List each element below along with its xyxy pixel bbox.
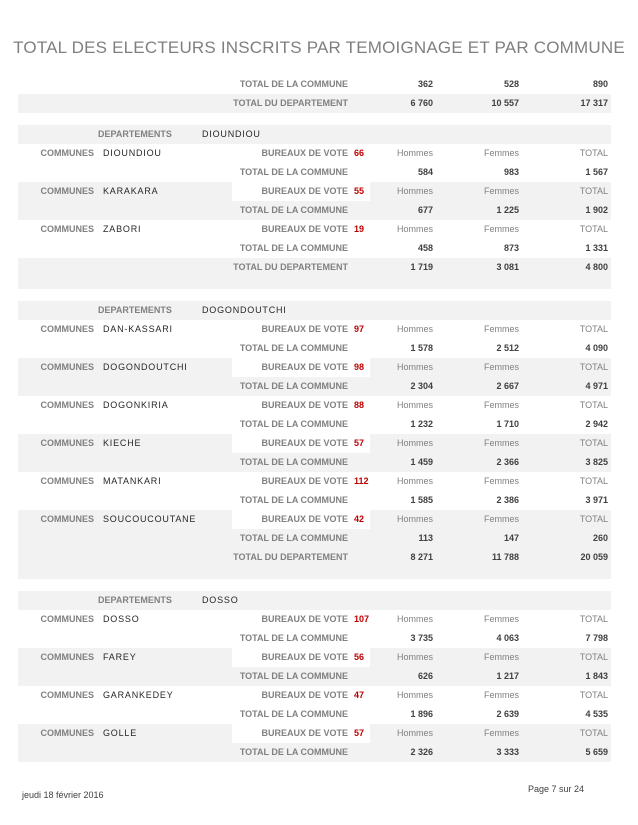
bureaux-count: 42 — [354, 514, 365, 524]
department-name: DOGONDOUTCHI — [202, 305, 287, 315]
femmes-header: Femmes — [483, 614, 519, 624]
commune-total-row — [18, 339, 611, 358]
femmes-header: Femmes — [483, 652, 519, 662]
total-value: 1 567 — [585, 167, 608, 177]
footer-date: jeudi 18 février 2016 — [22, 790, 104, 800]
total-label: TOTAL DU DEPARTEMENT — [233, 552, 348, 562]
total-value: 7 798 — [585, 633, 608, 643]
bureaux-label: BUREAUX DE VOTE — [261, 652, 348, 662]
total-label: TOTAL DE LA COMMUNE — [239, 167, 348, 177]
hommes-header: Hommes — [396, 438, 433, 448]
commune-row — [18, 320, 611, 339]
commune-name: MATANKARI — [103, 476, 162, 486]
femmes-value: 2 512 — [496, 343, 519, 353]
total-value: 20 059 — [580, 552, 608, 562]
femmes-header: Femmes — [483, 438, 519, 448]
bureaux-label: BUREAUX DE VOTE — [261, 400, 348, 410]
femmes-header: Femmes — [483, 186, 519, 196]
commune-total-row — [18, 705, 611, 724]
femmes-value: 2 366 — [496, 457, 519, 467]
total-label: TOTAL DE LA COMMUNE — [239, 633, 348, 643]
total-label: TOTAL DE LA COMMUNE — [239, 205, 348, 215]
hommes-header: Hommes — [396, 224, 433, 234]
communes-label: COMMUNES — [40, 652, 94, 662]
total-value: 5 659 — [585, 747, 608, 757]
total-label: TOTAL DE LA COMMUNE — [239, 343, 348, 353]
commune-total-row — [18, 239, 611, 258]
femmes-value: 2 667 — [496, 381, 519, 391]
bureaux-count: 97 — [354, 324, 365, 334]
section-gap — [18, 567, 611, 579]
total-header: TOTAL — [579, 400, 608, 410]
total-value: 3 971 — [585, 495, 608, 505]
commune-row — [18, 610, 611, 629]
department-total-row — [18, 548, 611, 567]
hommes-header: Hommes — [396, 652, 433, 662]
total-value: 4 971 — [585, 381, 608, 391]
section-gap — [18, 579, 611, 591]
hommes-value: 1 719 — [410, 262, 433, 272]
total-label: TOTAL DE LA COMMUNE — [239, 495, 348, 505]
total-header: TOTAL — [579, 728, 608, 738]
femmes-header: Femmes — [483, 690, 519, 700]
femmes-header: Femmes — [483, 514, 519, 524]
section-gap — [18, 289, 611, 301]
bureaux-count: 47 — [354, 690, 365, 700]
bureaux-count: 88 — [354, 400, 365, 410]
commune-total-row — [18, 163, 611, 182]
communes-label: COMMUNES — [40, 690, 94, 700]
bureaux-label: BUREAUX DE VOTE — [261, 224, 348, 234]
hommes-value: 362 — [417, 79, 433, 89]
bureaux-count: 19 — [354, 224, 365, 234]
hommes-header: Hommes — [396, 362, 433, 372]
bureaux-count: 107 — [354, 614, 370, 624]
commune-row — [18, 434, 611, 453]
total-value: 1 331 — [585, 243, 608, 253]
total-value: 4 535 — [585, 709, 608, 719]
total-value: 2 942 — [585, 419, 608, 429]
section-gap — [18, 277, 611, 289]
department-total-row — [18, 258, 611, 277]
commune-row — [18, 396, 611, 415]
hommes-value: 2 304 — [410, 381, 433, 391]
hommes-header: Hommes — [396, 324, 433, 334]
hommes-value: 458 — [417, 243, 433, 253]
hommes-value: 8 271 — [410, 552, 433, 562]
hommes-header: Hommes — [396, 514, 433, 524]
total-label: TOTAL DU DEPARTEMENT — [233, 98, 348, 108]
femmes-header: Femmes — [483, 224, 519, 234]
communes-label: COMMUNES — [40, 324, 94, 334]
bureaux-label: BUREAUX DE VOTE — [261, 148, 348, 158]
commune-total-row — [18, 667, 611, 686]
commune-row — [18, 648, 611, 667]
femmes-header: Femmes — [483, 476, 519, 486]
femmes-value: 983 — [503, 167, 519, 177]
communes-label: COMMUNES — [40, 362, 94, 372]
total-value: 4 090 — [585, 343, 608, 353]
bureaux-count: 98 — [354, 362, 365, 372]
bureaux-label: BUREAUX DE VOTE — [261, 186, 348, 196]
commune-row — [18, 220, 611, 239]
commune-row — [18, 144, 611, 163]
femmes-value: 10 557 — [491, 98, 519, 108]
department-header — [18, 301, 611, 320]
communes-label: COMMUNES — [40, 186, 94, 196]
bureaux-label: BUREAUX DE VOTE — [261, 690, 348, 700]
femmes-header: Femmes — [483, 362, 519, 372]
total-label: TOTAL DE LA COMMUNE — [239, 533, 348, 543]
commune-name: DOSSO — [103, 614, 140, 624]
total-value: 4 800 — [585, 262, 608, 272]
hommes-value: 677 — [417, 205, 433, 215]
department-header — [18, 591, 611, 610]
hommes-value: 1 896 — [410, 709, 433, 719]
total-label: TOTAL DE LA COMMUNE — [239, 79, 348, 89]
commune-name: DAN-KASSARI — [103, 324, 173, 334]
commune-total-row — [18, 453, 611, 472]
commune-name: DOGONKIRIA — [103, 400, 169, 410]
commune-total-row — [18, 743, 611, 762]
page-title: TOTAL DES ELECTEURS INSCRITS PAR TEMOIGNAGE ET PAR COMMUNE — [13, 38, 625, 57]
bureaux-label: BUREAUX DE VOTE — [261, 362, 348, 372]
total-label: TOTAL DU DEPARTEMENT — [233, 262, 348, 272]
femmes-value: 873 — [503, 243, 519, 253]
femmes-header: Femmes — [483, 148, 519, 158]
hommes-value: 626 — [417, 671, 433, 681]
total-label: TOTAL DE LA COMMUNE — [239, 709, 348, 719]
femmes-header: Femmes — [483, 728, 519, 738]
femmes-value: 147 — [503, 533, 519, 543]
hommes-header: Hommes — [396, 690, 433, 700]
bureaux-label: BUREAUX DE VOTE — [261, 476, 348, 486]
total-label: TOTAL DE LA COMMUNE — [239, 419, 348, 429]
hommes-header: Hommes — [396, 728, 433, 738]
hommes-value: 1 459 — [410, 457, 433, 467]
bureaux-label: BUREAUX DE VOTE — [261, 728, 348, 738]
femmes-value: 1 710 — [496, 419, 519, 429]
bureaux-count: 112 — [354, 476, 369, 486]
hommes-value: 113 — [418, 533, 433, 543]
femmes-value: 1 225 — [496, 205, 519, 215]
total-value: 3 825 — [585, 457, 608, 467]
commune-name: GARANKEDEY — [103, 690, 174, 700]
total-header: TOTAL — [579, 438, 608, 448]
hommes-value: 2 326 — [410, 747, 433, 757]
communes-label: COMMUNES — [40, 728, 94, 738]
department-name: DOSSO — [202, 595, 239, 605]
communes-label: COMMUNES — [40, 514, 94, 524]
bureaux-label: BUREAUX DE VOTE — [261, 438, 348, 448]
hommes-value: 6 760 — [410, 98, 433, 108]
communes-label: COMMUNES — [40, 614, 94, 624]
total-header: TOTAL — [579, 614, 608, 624]
department-name: DIOUNDIOU — [202, 129, 261, 139]
footer-page-number: Page 7 sur 24 — [528, 784, 585, 794]
commune-name: DOGONDOUTCHI — [103, 362, 188, 372]
total-header: TOTAL — [579, 690, 608, 700]
total-header: TOTAL — [579, 514, 608, 524]
department-header — [18, 125, 611, 144]
total-value: 17 317 — [580, 98, 608, 108]
bureaux-count: 56 — [354, 652, 365, 662]
commune-row — [18, 510, 611, 529]
commune-row — [18, 472, 611, 491]
femmes-value: 2 639 — [496, 709, 519, 719]
hommes-value: 1 232 — [410, 419, 433, 429]
total-header: TOTAL — [579, 362, 608, 372]
femmes-value: 11 788 — [491, 552, 519, 562]
commune-name: FAREY — [103, 652, 137, 662]
commune-name: SOUCOUCOUTANE — [103, 514, 197, 524]
commune-total-row — [18, 629, 611, 648]
total-header: TOTAL — [579, 224, 608, 234]
total-header: TOTAL — [579, 186, 608, 196]
communes-label: COMMUNES — [40, 148, 94, 158]
hommes-header: Hommes — [396, 186, 433, 196]
femmes-value: 3 081 — [496, 262, 519, 272]
hommes-header: Hommes — [396, 148, 433, 158]
departements-label: DEPARTEMENTS — [98, 129, 172, 139]
commune-total-row — [18, 75, 611, 94]
commune-row — [18, 182, 611, 201]
hommes-value: 3 735 — [410, 633, 433, 643]
total-header: TOTAL — [579, 476, 608, 486]
commune-name: KARAKARA — [103, 186, 159, 196]
femmes-value: 1 217 — [496, 671, 519, 681]
commune-name: GOLLE — [103, 728, 138, 738]
commune-total-row — [18, 529, 611, 548]
total-label: TOTAL DE LA COMMUNE — [239, 243, 348, 253]
hommes-header: Hommes — [396, 614, 433, 624]
commune-name: ZABORI — [103, 224, 142, 234]
hommes-value: 584 — [417, 167, 433, 177]
bureaux-label: BUREAUX DE VOTE — [261, 514, 348, 524]
commune-row — [18, 686, 611, 705]
communes-label: COMMUNES — [40, 400, 94, 410]
femmes-value: 3 333 — [496, 747, 519, 757]
commune-total-row — [18, 201, 611, 220]
total-value: 1 902 — [585, 205, 608, 215]
bureaux-label: BUREAUX DE VOTE — [261, 324, 348, 334]
total-value: 260 — [592, 533, 608, 543]
commune-row — [18, 358, 611, 377]
bureaux-count: 66 — [354, 148, 365, 158]
femmes-header: Femmes — [483, 324, 519, 334]
departements-label: DEPARTEMENTS — [98, 595, 172, 605]
femmes-value: 4 063 — [496, 633, 519, 643]
hommes-value: 1 578 — [410, 343, 433, 353]
department-total-row — [18, 94, 611, 113]
section-gap — [18, 113, 611, 125]
hommes-header: Hommes — [396, 476, 433, 486]
communes-label: COMMUNES — [40, 224, 94, 234]
hommes-header: Hommes — [396, 400, 433, 410]
communes-label: COMMUNES — [40, 476, 94, 486]
report-table — [18, 75, 611, 762]
bureaux-count: 55 — [354, 186, 365, 196]
hommes-value: 1 585 — [410, 495, 433, 505]
commune-name: DIOUNDIOU — [103, 148, 162, 158]
commune-name: KIECHE — [103, 438, 142, 448]
bureaux-count: 57 — [354, 728, 365, 738]
commune-total-row — [18, 377, 611, 396]
commune-total-row — [18, 491, 611, 510]
commune-row — [18, 724, 611, 743]
total-label: TOTAL DE LA COMMUNE — [239, 381, 348, 391]
femmes-header: Femmes — [483, 400, 519, 410]
total-header: TOTAL — [579, 324, 608, 334]
bureaux-count: 57 — [354, 438, 365, 448]
bureaux-label: BUREAUX DE VOTE — [261, 614, 348, 624]
total-value: 890 — [592, 79, 608, 89]
total-header: TOTAL — [579, 652, 608, 662]
total-label: TOTAL DE LA COMMUNE — [239, 747, 348, 757]
total-label: TOTAL DE LA COMMUNE — [239, 457, 348, 467]
femmes-value: 2 386 — [496, 495, 519, 505]
total-header: TOTAL — [579, 148, 608, 158]
communes-label: COMMUNES — [40, 438, 94, 448]
departements-label: DEPARTEMENTS — [98, 305, 172, 315]
femmes-value: 528 — [503, 79, 519, 89]
commune-total-row — [18, 415, 611, 434]
total-label: TOTAL DE LA COMMUNE — [239, 671, 348, 681]
total-value: 1 843 — [585, 671, 608, 681]
